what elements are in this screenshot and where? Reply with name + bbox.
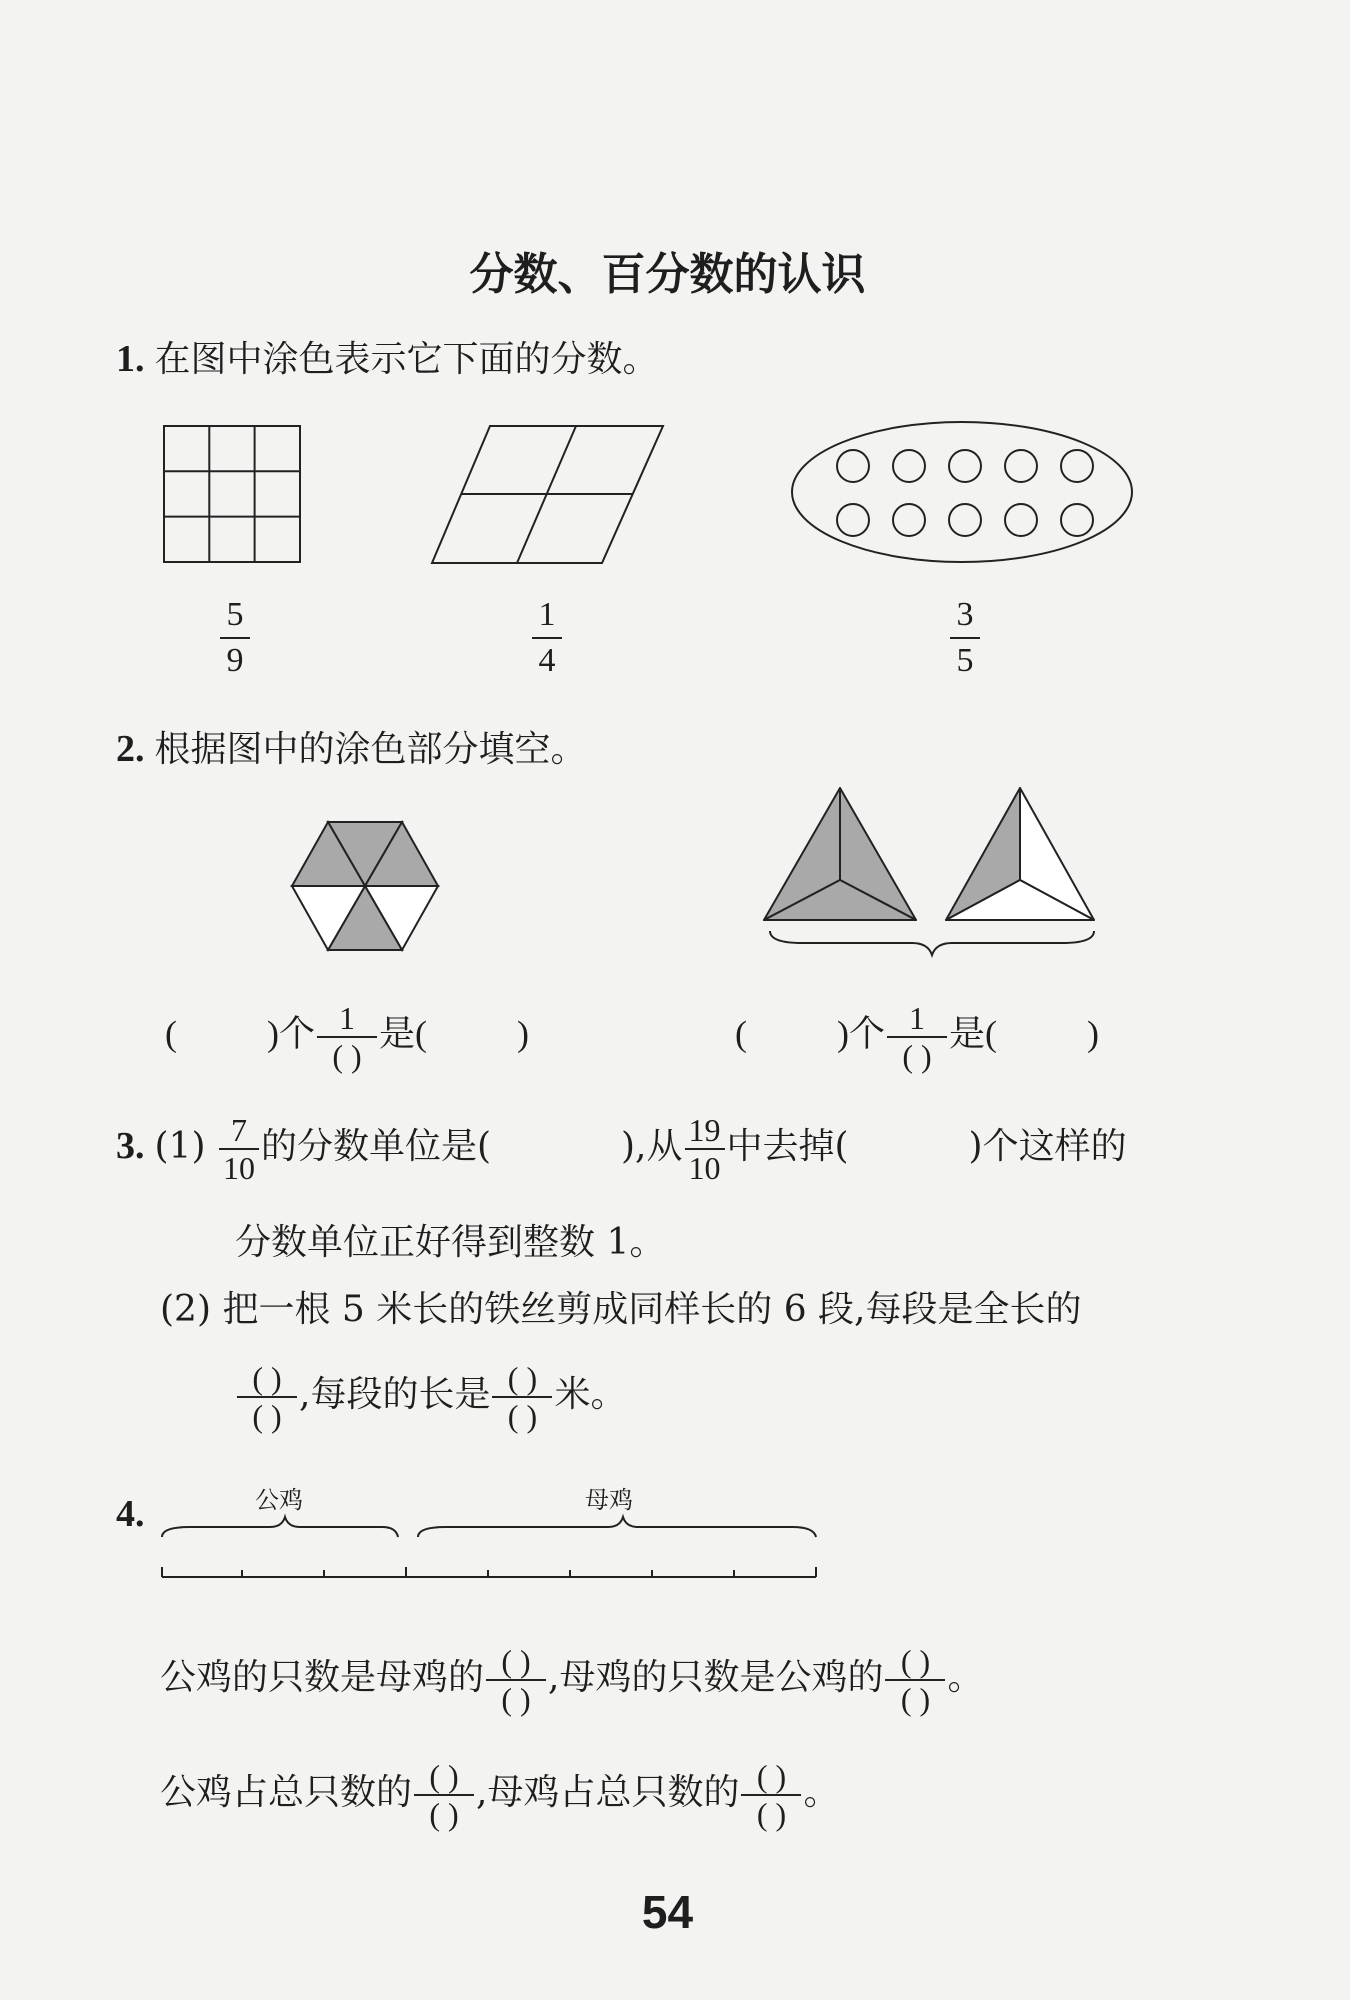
blank-open: ( bbox=[985, 1013, 998, 1054]
page-title: 分数、百分数的认识 bbox=[469, 249, 866, 300]
numerator-blank[interactable]: ( ) bbox=[252, 1360, 282, 1396]
denominator: 10 bbox=[688, 1150, 721, 1186]
numerator: 1 bbox=[909, 1000, 926, 1036]
numerator-blank[interactable]: ( ) bbox=[429, 1758, 459, 1794]
answer-fraction-blank[interactable] bbox=[885, 1643, 945, 1717]
part-label: (2) bbox=[160, 1289, 211, 1330]
question-text: 根据图中的涂色部分填空。 bbox=[154, 729, 587, 770]
numerator-blank[interactable]: ( ) bbox=[507, 1360, 538, 1396]
denominator-blank[interactable]: ( ) bbox=[332, 1038, 362, 1074]
q3-text-d: )个这样的 bbox=[968, 1126, 1127, 1167]
fraction-5-9 bbox=[220, 595, 250, 681]
denominator: 9 bbox=[226, 642, 244, 679]
question-number: 2. bbox=[116, 728, 145, 770]
triangles-figure bbox=[762, 785, 1112, 960]
fraction-19-10 bbox=[685, 1112, 725, 1186]
numerator: 1 bbox=[538, 596, 556, 633]
fraction-7-10 bbox=[219, 1112, 259, 1186]
denominator-blank[interactable]: ( ) bbox=[501, 1681, 531, 1717]
denominator-blank[interactable]: ( ) bbox=[252, 1398, 282, 1434]
chicken-segment-diagram bbox=[160, 1515, 820, 1585]
numerator-blank[interactable]: ( ) bbox=[900, 1643, 931, 1679]
blank-close: ) bbox=[267, 1013, 279, 1054]
answer-fraction-blank[interactable] bbox=[741, 1758, 801, 1832]
grid-3x3-figure[interactable] bbox=[163, 425, 303, 565]
blank-open: ( bbox=[415, 1013, 428, 1054]
numerator: 1 bbox=[339, 1000, 356, 1036]
denominator-blank[interactable]: ( ) bbox=[756, 1796, 787, 1832]
q3-text-a: 的分数单位是( bbox=[260, 1126, 491, 1167]
numerator: 3 bbox=[956, 596, 974, 633]
q4-line-1 bbox=[160, 1643, 983, 1717]
numerator: 5 bbox=[226, 596, 244, 633]
q3-part2-text: 把一根 5 米长的铁丝剪成同样长的 6 段,每段是全长的 bbox=[222, 1289, 1082, 1330]
ellipse-circles-figure[interactable] bbox=[790, 420, 1140, 570]
denominator-blank[interactable]: ( ) bbox=[900, 1681, 931, 1717]
q4-text: ,母鸡占总只数的 bbox=[476, 1772, 740, 1813]
q3-text-b: ),从 bbox=[621, 1126, 683, 1167]
question-3-part-2 bbox=[160, 1289, 1082, 1330]
numerator: 19 bbox=[688, 1112, 721, 1148]
question-number: 4. bbox=[116, 1493, 145, 1535]
question-number: 3. bbox=[116, 1125, 145, 1167]
parallelogram-figure[interactable] bbox=[430, 425, 670, 567]
numerator-blank[interactable]: ( ) bbox=[501, 1643, 531, 1679]
question-4 bbox=[116, 1495, 155, 1533]
ge-text: 个 bbox=[279, 1013, 316, 1054]
question-1 bbox=[116, 340, 659, 378]
fraction-3-5 bbox=[950, 595, 980, 681]
unit-fraction bbox=[317, 1000, 377, 1074]
answer-fraction-blank[interactable] bbox=[492, 1360, 552, 1434]
question-number: 1. bbox=[116, 338, 145, 380]
q2-answer-right bbox=[735, 1000, 1099, 1074]
q4-text: ,母鸡的只数是公鸡的 bbox=[548, 1657, 884, 1698]
q4-text: 。 bbox=[803, 1772, 840, 1813]
q4-line-2 bbox=[160, 1758, 839, 1832]
answer-fraction-blank[interactable] bbox=[486, 1643, 546, 1717]
denominator: 4 bbox=[538, 642, 556, 679]
ge-text: 个 bbox=[849, 1013, 886, 1054]
blank-close: ) bbox=[837, 1013, 849, 1054]
q4-text: 公鸡的只数是母鸡的 bbox=[160, 1657, 485, 1698]
fraction-1-4 bbox=[532, 595, 562, 681]
denominator: 10 bbox=[222, 1150, 255, 1186]
part-label: (1) bbox=[154, 1126, 206, 1167]
question-text: 在图中涂色表示它下面的分数。 bbox=[154, 339, 659, 380]
question-3-part-2-line2 bbox=[235, 1360, 626, 1434]
page-number: 54 bbox=[641, 1886, 694, 1938]
q3-text: ,每段的长是 bbox=[299, 1374, 491, 1415]
q2-answer-left bbox=[165, 1000, 529, 1074]
q4-text: 。 bbox=[947, 1657, 984, 1698]
hexagon-figure bbox=[290, 820, 442, 955]
hen-label: 母鸡 bbox=[585, 1486, 633, 1514]
shi-text: 是 bbox=[379, 1013, 416, 1054]
blank-open: ( bbox=[735, 1013, 747, 1054]
numerator-blank[interactable]: ( ) bbox=[756, 1758, 787, 1794]
blank-close: ) bbox=[517, 1013, 530, 1054]
answer-fraction-blank[interactable] bbox=[414, 1758, 474, 1832]
blank-open: ( bbox=[165, 1013, 177, 1054]
q3-text: 米。 bbox=[554, 1374, 627, 1415]
q3-text-c: 中去掉( bbox=[726, 1126, 849, 1167]
rooster-label: 公鸡 bbox=[255, 1486, 303, 1514]
question-3-part-1 bbox=[116, 1112, 1127, 1186]
question-2 bbox=[116, 730, 587, 768]
q4-text: 公鸡占总只数的 bbox=[160, 1772, 413, 1813]
numerator: 7 bbox=[230, 1112, 247, 1148]
answer-fraction-blank[interactable] bbox=[237, 1360, 297, 1434]
question-3-part-1-line2: 分数单位正好得到整数 1。 bbox=[235, 1222, 666, 1263]
denominator-blank[interactable]: ( ) bbox=[902, 1038, 932, 1074]
shi-text: 是 bbox=[949, 1013, 986, 1054]
denominator-blank[interactable]: ( ) bbox=[429, 1796, 459, 1832]
unit-fraction bbox=[887, 1000, 947, 1074]
denominator: 5 bbox=[956, 642, 974, 679]
blank-close: ) bbox=[1087, 1013, 1100, 1054]
denominator-blank[interactable]: ( ) bbox=[507, 1398, 538, 1434]
